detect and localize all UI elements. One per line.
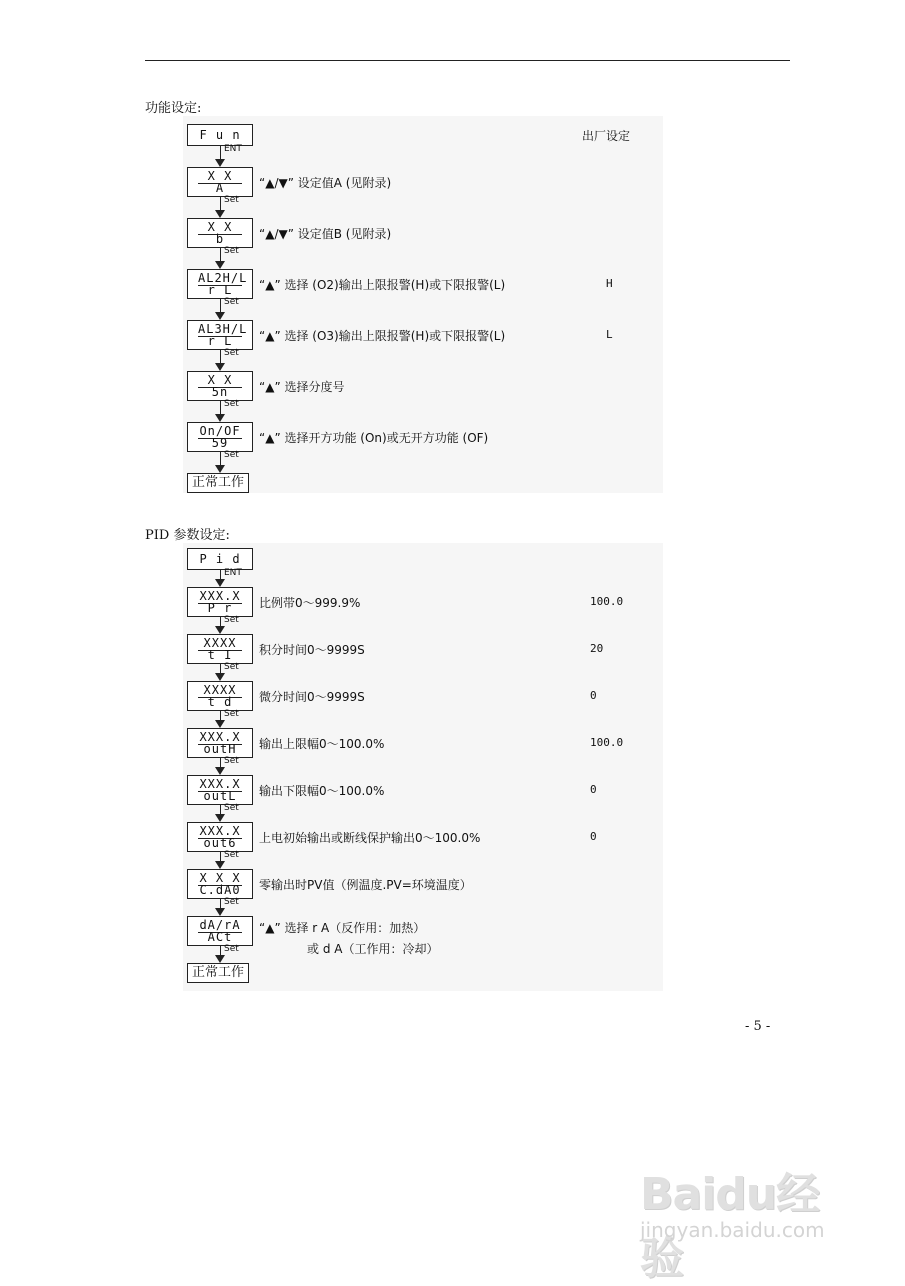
parameter-display-box — [187, 634, 253, 664]
arrow-head — [215, 626, 225, 634]
parameter-value-code: XXXX — [198, 636, 242, 651]
normal-operation-box — [187, 473, 249, 493]
normal-operation-label: 正常工作 — [191, 475, 244, 490]
arrow-key-label: Set — [224, 756, 239, 766]
arrow-line — [220, 350, 221, 363]
parameter-description: 输出上限幅0～100.0% — [259, 737, 385, 751]
parameter-display-box — [187, 728, 253, 758]
parameter-name-code: r L — [207, 334, 233, 348]
section-heading-pid: PID 参数设定: — [145, 528, 230, 543]
parameter-description: “▲” 选择开方功能 (On)或无开方功能 (OF) — [259, 431, 489, 445]
parameter-display-box — [187, 320, 253, 350]
arrow-key-label: Set — [224, 348, 239, 358]
parameter-description: “▲” 选择分度号 — [259, 380, 345, 394]
parameter-description: “▲” 选择 r A（反作用：加热） — [259, 921, 426, 935]
parameter-value-code: AL2H/L — [198, 271, 248, 285]
factory-default-value: 100.0 — [590, 595, 624, 608]
parameter-display-box — [187, 775, 253, 805]
parameter-value-code: XXX.X — [199, 824, 241, 838]
arrow-line — [220, 248, 221, 261]
parameter-name-code: t d — [207, 695, 233, 709]
arrow-head — [215, 673, 225, 681]
parameter-description: “▲/▼” 设定值B (见附录) — [259, 227, 392, 241]
parameter-description: 微分时间0～9999S — [259, 690, 365, 704]
parameter-name-code: A — [215, 181, 225, 195]
watermark-logo: Baidu经验 — [640, 1169, 820, 1284]
parameter-value-code: On/OF — [199, 424, 241, 438]
arrow-head — [215, 767, 225, 775]
menu-start-code: F u n — [199, 128, 241, 142]
arrow-line — [220, 711, 221, 720]
arrow-head — [215, 861, 225, 869]
menu-start-box — [187, 548, 253, 570]
parameter-description: 积分时间0～9999S — [259, 643, 365, 657]
factory-default-value: 0 — [590, 783, 597, 796]
parameter-name-code: r L — [207, 283, 233, 297]
arrow-line — [220, 401, 221, 414]
parameter-name-code: 5n — [211, 385, 229, 399]
factory-default-value: 100.0 — [590, 736, 624, 749]
factory-default-value: L — [606, 328, 613, 341]
arrow-key-label: Set — [224, 195, 239, 205]
parameter-description: “▲/▼” 设定值A (见附录) — [259, 176, 392, 190]
arrow-key-label: ENT — [224, 568, 242, 578]
parameter-name-code: t I — [207, 648, 233, 662]
menu-start-code: P i d — [199, 552, 241, 566]
parameter-display-box — [187, 218, 253, 248]
arrow-head — [215, 210, 225, 218]
parameter-description: 上电初始输出或断线保护输出0～100.0% — [259, 831, 481, 845]
arrow-line — [220, 617, 221, 626]
parameter-value-code: XXX.X — [199, 777, 241, 791]
parameter-description-line2: 或 d A（工作用：冷却） — [307, 942, 439, 956]
arrow-line — [220, 299, 221, 312]
arrow-head — [215, 465, 225, 473]
parameter-name-code: C.dA0 — [199, 883, 241, 897]
parameter-name-code: ACt — [207, 930, 233, 944]
arrow-key-label: Set — [224, 246, 239, 256]
parameter-display-box — [187, 167, 253, 197]
parameter-description: 比例带0～999.9% — [259, 596, 361, 610]
arrow-key-label: Set — [224, 662, 239, 672]
arrow-line — [220, 758, 221, 767]
arrow-key-label: Set — [224, 297, 239, 307]
header-rule — [145, 60, 790, 61]
parameter-name-code: 59 — [211, 436, 229, 450]
parameter-display-box — [187, 587, 253, 617]
parameter-description: “▲” 选择 (O3)输出上限报警(H)或下限报警(L) — [259, 329, 506, 343]
factory-default-value: 0 — [590, 830, 597, 843]
parameter-value-code: X X — [198, 220, 242, 235]
parameter-description: “▲” 选择 (O2)输出上限报警(H)或下限报警(L) — [259, 278, 506, 292]
arrow-line — [220, 805, 221, 814]
parameter-name-code: P r — [207, 601, 233, 615]
arrow-line — [220, 197, 221, 210]
arrow-head — [215, 955, 225, 963]
arrow-head — [215, 720, 225, 728]
arrow-head — [215, 414, 225, 422]
factory-default-value: 20 — [590, 642, 604, 655]
normal-operation-label: 正常工作 — [191, 965, 244, 980]
page-number: - 5 - — [745, 1019, 771, 1034]
parameter-display-box — [187, 916, 253, 946]
parameter-display-box — [187, 869, 253, 899]
parameter-display-box — [187, 371, 253, 401]
arrow-head — [215, 908, 225, 916]
parameter-name-code: outH — [203, 742, 237, 756]
arrow-key-label: Set — [224, 944, 239, 954]
parameter-display-box — [187, 269, 253, 299]
arrow-head — [215, 579, 225, 587]
parameter-name-code: b — [215, 232, 225, 246]
normal-operation-box — [187, 963, 249, 983]
arrow-line — [220, 570, 221, 579]
parameter-name-code: out6 — [203, 836, 237, 850]
arrow-key-label: Set — [224, 850, 239, 860]
parameter-value-code: XXXX — [198, 683, 242, 698]
menu-start-box — [187, 124, 253, 146]
parameter-value-code: AL3H/L — [198, 322, 248, 336]
arrow-key-label: Set — [224, 399, 239, 409]
watermark-url: jingyan.baidu.com — [640, 1218, 825, 1242]
arrow-head — [215, 814, 225, 822]
arrow-key-label: Set — [224, 709, 239, 719]
parameter-value-code: XXX.X — [199, 730, 241, 744]
arrow-head — [215, 363, 225, 371]
parameter-display-box — [187, 681, 253, 711]
arrow-line — [220, 452, 221, 465]
parameter-display-box — [187, 422, 253, 452]
parameter-value-code: dA/rA — [199, 918, 241, 932]
parameter-description: 零输出时PV值（例温度.PV=环境温度） — [259, 878, 472, 892]
arrow-key-label: Set — [224, 897, 239, 907]
section-heading-function: 功能设定: — [145, 101, 202, 116]
parameter-value-code: X X — [198, 169, 242, 184]
factory-setting-label: 出厂设定 — [582, 129, 631, 143]
arrow-head — [215, 159, 225, 167]
factory-default-value: 0 — [590, 689, 597, 702]
arrow-line — [220, 852, 221, 861]
arrow-key-label: Set — [224, 615, 239, 625]
parameter-display-box — [187, 822, 253, 852]
arrow-head — [215, 312, 225, 320]
arrow-head — [215, 261, 225, 269]
factory-default-value: H — [606, 277, 613, 290]
arrow-key-label: Set — [224, 450, 239, 460]
arrow-line — [220, 664, 221, 673]
parameter-name-code: outL — [203, 789, 237, 803]
parameter-description: 输出下限幅0～100.0% — [259, 784, 385, 798]
arrow-key-label: Set — [224, 803, 239, 813]
arrow-line — [220, 146, 221, 159]
parameter-value-code: XXX.X — [199, 589, 241, 603]
parameter-value-code: X X — [198, 373, 242, 388]
arrow-line — [220, 899, 221, 908]
arrow-key-label: ENT — [224, 144, 242, 154]
baidu-watermark — [640, 1140, 860, 1284]
arrow-line — [220, 946, 221, 955]
parameter-value-code: X X X — [199, 871, 241, 885]
